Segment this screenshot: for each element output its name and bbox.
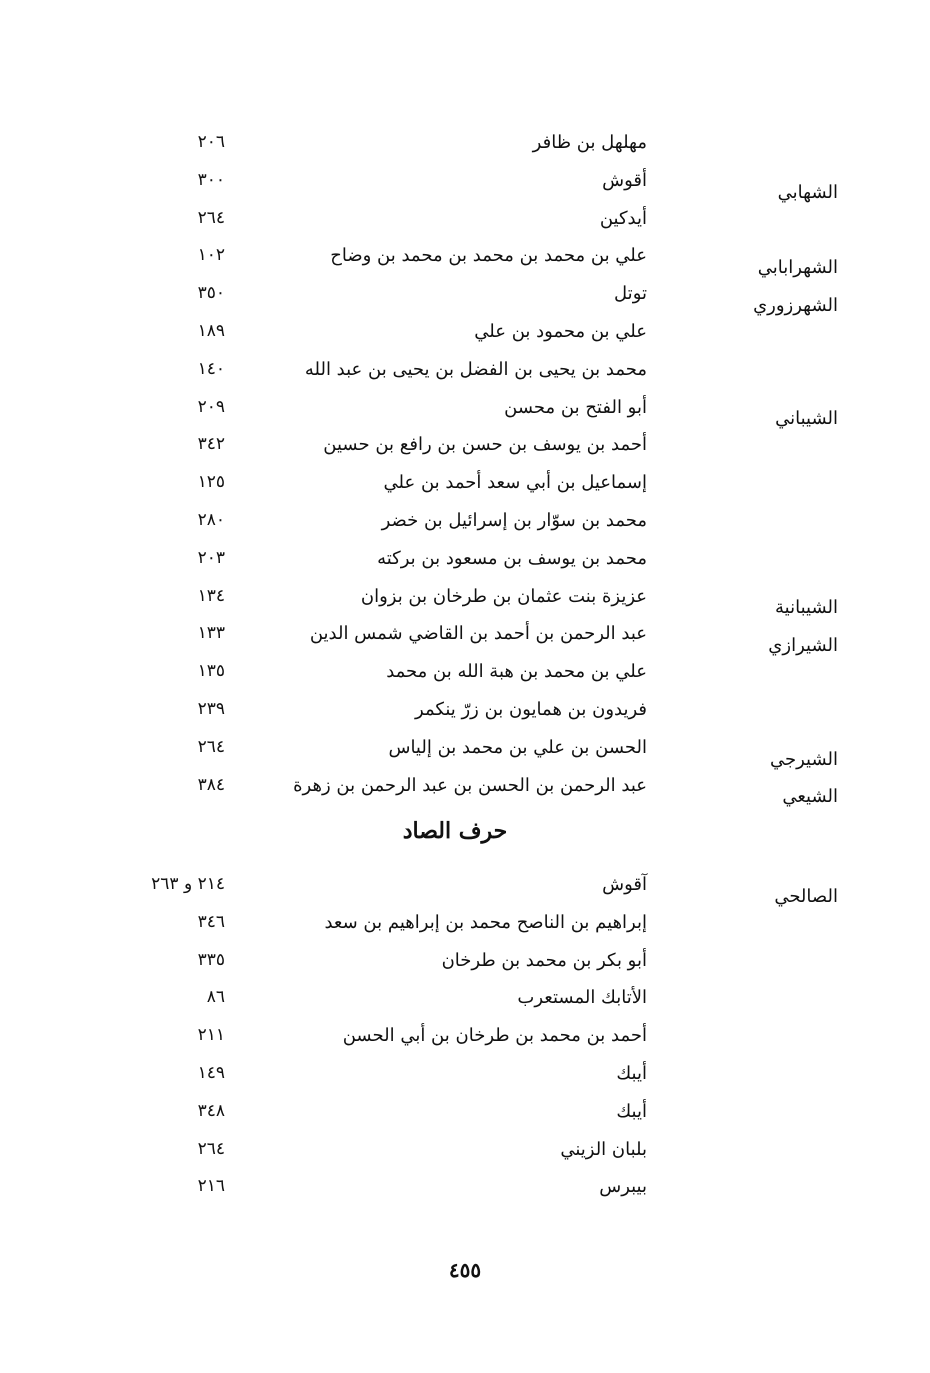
entry-name: أيدكين — [599, 207, 647, 229]
entry-page-number: ٢٦٤ — [197, 1138, 225, 1159]
index-entry — [0, 657, 930, 695]
entry-nisba: الشيرجي — [769, 748, 838, 770]
entry-page-number: ٢٠٣ — [197, 547, 225, 568]
entry-nisba: الصالحي — [774, 885, 838, 907]
entry-page-number: ٢٠٦ — [197, 132, 225, 152]
index-entry — [0, 128, 930, 166]
entry-page-number: ١٢٥ — [197, 472, 225, 493]
entry-name: مهلهل بن ظافر — [532, 132, 647, 153]
index-entry — [0, 983, 930, 1021]
entry-name: علي بن محمد بن هبة الله بن محمد — [386, 661, 647, 683]
page-number: ٤٥٥ — [448, 1258, 482, 1282]
entry-name: بلبان الزيني — [560, 1138, 647, 1160]
entry-page-number: ٢١١ — [197, 1025, 225, 1046]
index-entry — [0, 1059, 930, 1097]
entry-page-number: ٢٦٤ — [197, 207, 225, 228]
entry-nisba: الشهرابابي — [757, 257, 838, 279]
entry-name: علي بن محمود بن علي — [474, 320, 647, 342]
entry-page-number: ٣٨٤ — [197, 774, 225, 795]
entry-page-number: ٢١٤ و ٢٦٣ — [151, 874, 225, 894]
entry-page-number: ٢٣٩ — [197, 698, 225, 719]
index-entry — [0, 870, 930, 908]
index-entry — [0, 544, 930, 582]
entry-name: عبد الرحمن بن الحسن بن عبد الرحمن بن زهرة — [293, 774, 647, 796]
index-entry — [0, 1172, 930, 1210]
entry-page-number: ٣٠٠ — [197, 169, 225, 190]
entry-name: محمد بن سوّار بن إسرائيل بن خضر — [381, 509, 647, 531]
index-entry — [0, 695, 930, 733]
entry-name: الأتابك المستعرب — [517, 987, 647, 1009]
entry-nisba: الشيعي — [782, 786, 838, 808]
index-entry — [0, 279, 930, 317]
index-section-sad — [0, 870, 930, 1210]
entry-nisba: الشيرازي — [768, 635, 838, 657]
entry-page-number: ١٣٥ — [197, 661, 225, 682]
index-entry — [0, 355, 930, 393]
index-entry — [0, 582, 930, 620]
entry-name: آقوش — [602, 874, 647, 895]
entry-name: توتل — [614, 283, 647, 305]
index-entry — [0, 166, 930, 204]
entry-name: أبو الفتح بن محسن — [504, 396, 647, 418]
index-entry — [0, 204, 930, 242]
entry-name: أحمد بن محمد بن طرخان بن أبي الحسن — [342, 1025, 647, 1047]
index-entry — [0, 468, 930, 506]
entry-name: أبو بكر بن محمد بن طرخان — [441, 949, 647, 971]
entry-name: إبراهيم بن الناصح محمد بن إبراهيم بن سعد — [324, 911, 647, 933]
entry-name: أقوش — [602, 169, 647, 191]
entry-name: إسماعيل بن أبي سعد أحمد بن علي — [383, 472, 647, 494]
entry-page-number: ١٣٤ — [197, 585, 225, 606]
entry-name: محمد بن يحيى بن الفضل بن يحيى بن عبد الله — [304, 358, 647, 380]
entry-page-number: ١٨٩ — [197, 320, 225, 341]
index-section-shin — [0, 128, 930, 808]
entry-name: أيبك — [616, 1100, 647, 1122]
index-entry — [0, 733, 930, 771]
entry-name: أيبك — [616, 1062, 647, 1084]
index-entry — [0, 241, 930, 279]
index-entry — [0, 908, 930, 946]
entry-name: الحسن بن علي بن محمد بن إلياس — [388, 736, 647, 758]
index-entry — [0, 771, 930, 809]
entry-name: محمد بن يوسف بن مسعود بن بركته — [377, 547, 647, 569]
index-entry — [0, 430, 930, 468]
section-heading: حرف الصاد — [402, 818, 508, 844]
index-entry — [0, 1021, 930, 1059]
entry-page-number: ٢١٦ — [197, 1176, 225, 1197]
entry-nisba: الشهرزوري — [753, 295, 838, 317]
entry-page-number: ٣٣٥ — [197, 949, 225, 970]
index-entry — [0, 946, 930, 984]
entry-page-number: ١٤٠ — [197, 358, 225, 379]
index-entry — [0, 393, 930, 431]
entry-name: علي بن محمد بن محمد بن محمد بن وضاح — [330, 245, 647, 267]
entry-page-number: ٣٤٦ — [197, 911, 225, 932]
entry-page-number: ١٣٣ — [197, 623, 225, 644]
entry-name: فريدون بن همايون بن زرّ ينكمر — [415, 698, 647, 720]
index-entry — [0, 1097, 930, 1135]
entry-page-number: ٣٤٢ — [197, 434, 225, 455]
entry-name: عبد الرحمن بن أحمد بن القاضي شمس الدين — [309, 623, 647, 645]
entry-name: عزيزة بنت عثمان بن طرخان بن بزوان — [360, 585, 647, 607]
entry-page-number: ٢٠٩ — [197, 396, 225, 417]
entry-name: أحمد بن يوسف بن حسن بن رافع بن حسين — [323, 434, 647, 456]
index-entry — [0, 506, 930, 544]
entry-page-number: ٨٦ — [206, 987, 225, 1008]
index-entry — [0, 317, 930, 355]
entry-page-number: ٣٥٠ — [197, 283, 225, 304]
entry-nisba: الشيبانية — [775, 597, 838, 619]
index-entry — [0, 619, 930, 657]
entry-page-number: ١٠٢ — [197, 245, 225, 266]
entry-name: بيبرس — [599, 1176, 647, 1198]
entry-page-number: ١٤٩ — [197, 1062, 225, 1083]
entry-page-number: ٢٦٤ — [197, 736, 225, 757]
entry-page-number: ٣٤٨ — [197, 1100, 225, 1121]
entry-nisba: الشهابي — [777, 181, 838, 203]
entry-page-number: ٢٨٠ — [197, 509, 225, 530]
entry-nisba: الشيباني — [775, 408, 838, 430]
index-entry — [0, 1135, 930, 1173]
